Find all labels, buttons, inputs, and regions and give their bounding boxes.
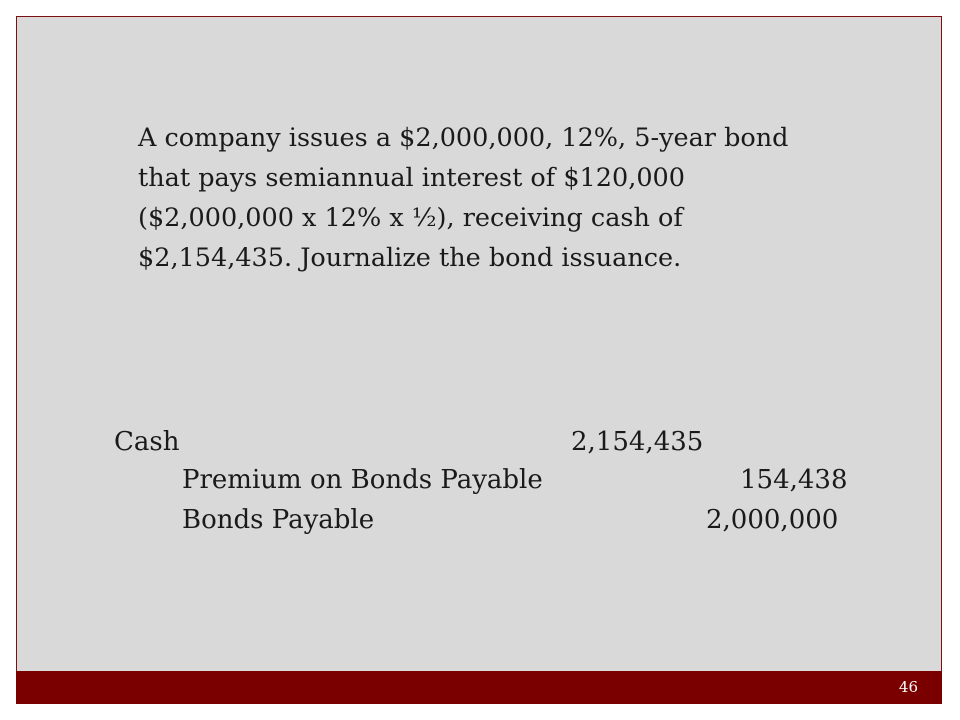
credit-amount-bonds: 2,000,000 — [706, 505, 839, 535]
page-number: 46 — [898, 678, 918, 696]
question-text: A company issues a $2,000,000, 12%, 5-year bond that pays semiannual interest of $120,000 ($2,000,000 x 12% x ½), receiving cash of $2,154,435. Journalize the bond issuance. — [138, 123, 789, 273]
credit-account-bonds: Bonds Payable — [182, 505, 375, 535]
debit-account: Cash — [114, 427, 180, 457]
footer-bar — [16, 671, 942, 704]
credit-amount-premium: 154,438 — [740, 465, 848, 495]
credit-account-premium: Premium on Bonds Payable — [182, 465, 543, 495]
debit-amount: 2,154,435 — [571, 427, 704, 457]
